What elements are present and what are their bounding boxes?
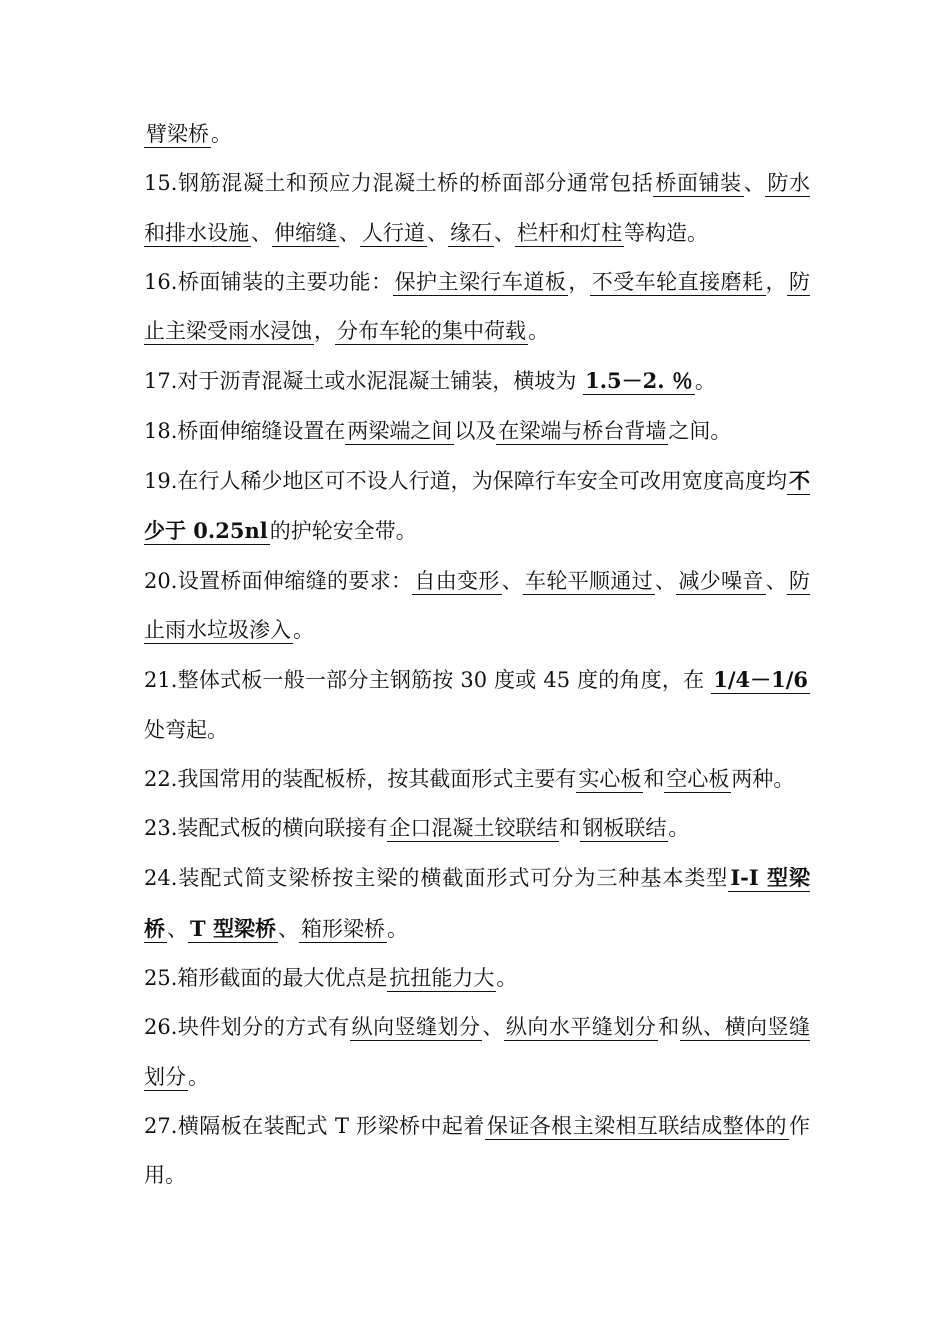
question-text: 等构造。 — [624, 220, 708, 245]
underlined-answer: 桥面铺装 — [655, 171, 742, 196]
underlined-answer: 伸缩缝 — [274, 220, 337, 245]
question-text: ， — [765, 269, 787, 294]
question-text: 和 — [559, 816, 581, 841]
paragraph — [144, 356, 810, 406]
underlined-answer: 自由变形 — [414, 568, 500, 593]
question-text: 。 — [386, 916, 408, 941]
question-text: 处弯起。 — [144, 717, 228, 742]
paragraph — [144, 954, 810, 1003]
underlined-answer: 防止雨水垃圾渗入 — [144, 568, 811, 642]
question-text: 。 — [694, 369, 716, 394]
underlined-answer: 车轮平顺通过 — [525, 568, 654, 593]
underlined-answer: 保护主梁行车道板 — [394, 269, 567, 294]
question-text: 、 — [494, 220, 515, 245]
question-text: 22.我国常用的装配板桥，按其截面形式主要有 — [144, 766, 577, 791]
underlined-answer: I-I 型梁桥 — [144, 865, 810, 941]
paragraph — [144, 755, 810, 804]
question-text: 、 — [501, 568, 524, 593]
question-text: 两种。 — [731, 766, 795, 791]
paragraph — [144, 853, 810, 954]
question-text: 、 — [427, 220, 448, 245]
underlined-answer: 钢板联结 — [582, 816, 667, 841]
question-text: 24.装配式简支梁桥按主梁的横截面形式可分为三种基本类型 — [144, 866, 729, 891]
question-text: 23.装配式板的横向联接有 — [144, 816, 388, 841]
paragraph — [144, 557, 810, 656]
question-text: ， — [568, 269, 590, 294]
paragraph — [144, 407, 810, 456]
underlined-answer: 实心板 — [578, 766, 642, 791]
underlined-answer: 保证各根主梁相互联结成整体的 — [486, 1113, 787, 1138]
paragraph — [144, 159, 810, 258]
question-text: 、 — [765, 568, 788, 593]
question-text: 27.横隔板在装配式 T 形梁桥中起着 — [144, 1113, 485, 1138]
question-text: 21.整体式板一般一部分主钢筋按 30 度或 45 度的角度，在 — [144, 668, 712, 693]
paragraph — [144, 110, 810, 159]
question-text: 20.设置桥面伸缩缝的要求： — [144, 568, 413, 593]
underlined-answer: 减少噪音 — [678, 568, 764, 593]
underlined-answer: 不受车轮直接磨耗 — [591, 269, 764, 294]
underlined-answer: 栏杆和灯柱 — [517, 220, 622, 245]
underlined-answer: 抗扭能力大 — [389, 966, 495, 991]
underlined-answer: 纵向水平缝划分 — [505, 1015, 657, 1040]
underlined-answer: 纵、横向竖缝划分 — [144, 1015, 810, 1089]
question-text: 25.箱形截面的最大优点是 — [144, 966, 388, 991]
question-text: 17.对于沥青混凝土或水泥混凝土铺装，横坡为 — [144, 369, 584, 394]
question-text: 18.桥面伸缩缝设置在 — [144, 418, 346, 443]
paragraph — [144, 456, 810, 557]
question-text: 作用。 — [144, 1113, 810, 1188]
underlined-answer: 分布车轮的集中荷载 — [337, 319, 526, 344]
question-text: 。 — [188, 1064, 209, 1089]
question-text: 以及 — [454, 418, 497, 443]
underlined-answer: 臂梁桥 — [146, 122, 209, 146]
underlined-answer: 两梁端之间 — [347, 418, 453, 443]
paragraph — [144, 258, 810, 357]
underlined-answer: 防水和排水设施 — [144, 171, 811, 245]
question-text: 和 — [643, 766, 665, 791]
question-text: 。 — [668, 816, 690, 841]
question-text: 16.桥面铺装的主要功能： — [144, 269, 393, 294]
document-page — [144, 110, 810, 1201]
question-text: 的护轮安全带。 — [269, 519, 417, 544]
underlined-answer: 1/4－1/6 — [713, 667, 808, 693]
question-text: 26.块件划分的方式有 — [144, 1015, 350, 1040]
underlined-answer: T 型梁桥 — [190, 915, 276, 941]
question-text: 、 — [743, 171, 766, 196]
underlined-answer: 人行道 — [362, 220, 425, 245]
underlined-answer: 纵向竖缝划分 — [351, 1015, 481, 1040]
question-text: 、 — [167, 916, 188, 941]
underlined-answer: 在梁端与桥台背墙 — [498, 418, 667, 443]
question-text: ， — [314, 319, 335, 344]
question-text: 、 — [277, 916, 299, 941]
question-text: 19.在行人稀少地区可不设人行道，为保障行车安全可改用宽度高度均 — [144, 469, 787, 494]
question-text: 、 — [655, 568, 677, 593]
question-text: 、 — [251, 220, 272, 245]
question-text: 。 — [528, 319, 549, 344]
question-text: 之间。 — [668, 418, 732, 443]
paragraph — [144, 1003, 810, 1102]
underlined-answer: 企口混凝土铰联结 — [389, 816, 558, 841]
underlined-answer: 不少于 0.25nl — [144, 468, 810, 544]
question-text: 、 — [482, 1015, 504, 1040]
paragraph — [144, 655, 810, 755]
question-text: 。 — [211, 122, 232, 146]
paragraph — [144, 1102, 810, 1201]
question-text: 、 — [339, 220, 360, 245]
underlined-answer: 箱形梁桥 — [300, 916, 385, 941]
question-text: 和 — [658, 1015, 680, 1040]
underlined-answer: 防止主梁受雨水浸蚀 — [144, 269, 810, 344]
paragraph — [144, 804, 810, 853]
question-text: 。 — [496, 966, 518, 991]
question-text: 15.钢筋混凝土和预应力混凝土桥的桥面部分通常包括 — [144, 171, 654, 196]
underlined-answer: 空心板 — [666, 766, 730, 791]
question-text: 。 — [293, 617, 314, 642]
underlined-answer: 1.5－2. ％ — [585, 368, 693, 394]
underlined-answer: 缘石 — [450, 220, 492, 245]
